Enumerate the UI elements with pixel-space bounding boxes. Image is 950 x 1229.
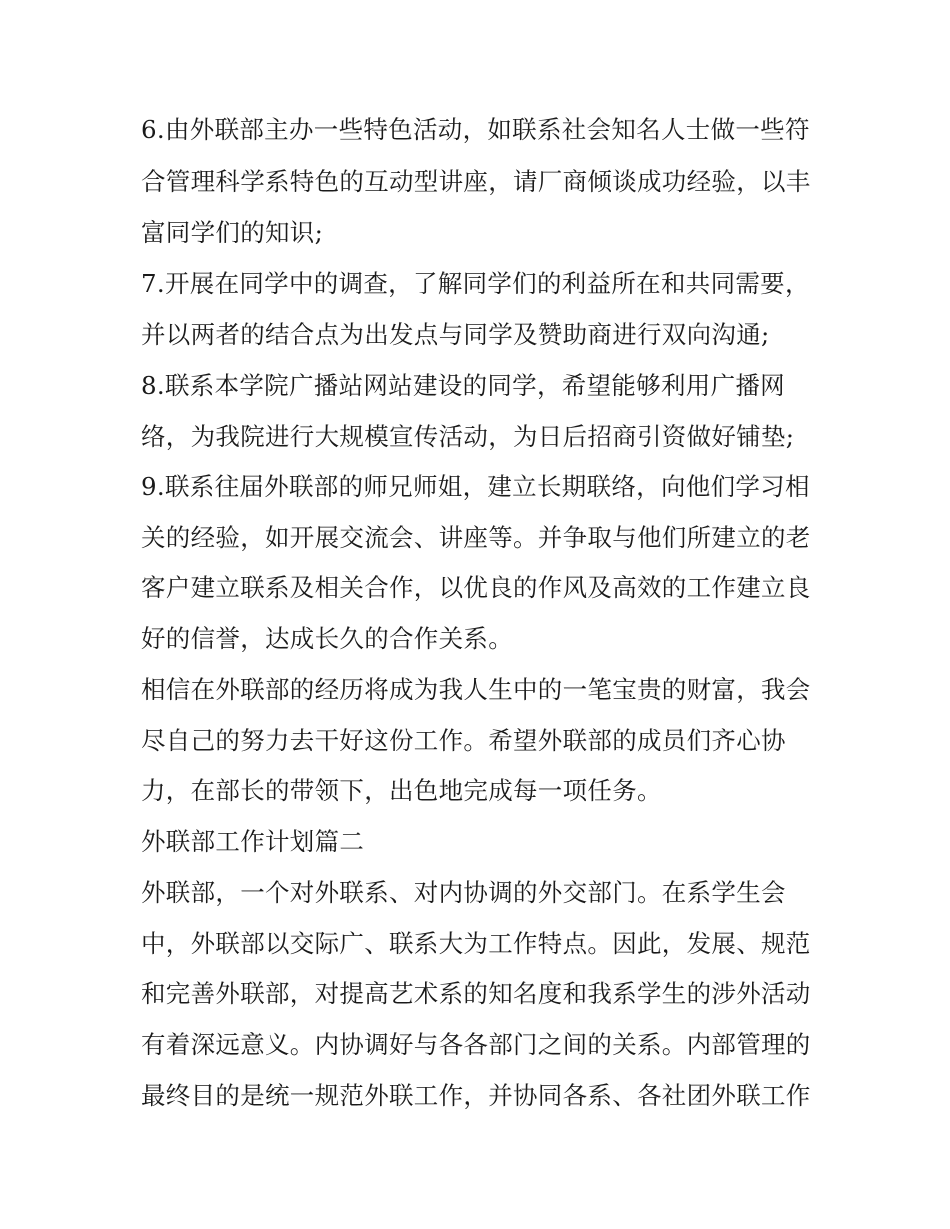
text-line: 富同学们的知识; xyxy=(141,218,324,247)
text-line: 尽自己的努力去干好这份工作。希望外联部的成员们齐心协 xyxy=(141,726,786,755)
text-line: 8.联系本学院广播站网站建设的同学，希望能够利用广播网 xyxy=(141,371,785,400)
section-heading: 外联部工作计划篇二 xyxy=(141,827,365,856)
text-line: 并以两者的结合点为出发点与同学及赞助商进行双向沟通; xyxy=(141,320,770,349)
text-line: 外联部，一个对外联系、对内协调的外交部门。在系学生会 xyxy=(141,878,786,907)
text-line: 最终目的是统一规范外联工作，并协同各系、各社团外联工作 xyxy=(141,1081,811,1110)
text-line: 关的经验，如开展交流会、讲座等。并争取与他们所建立的老 xyxy=(141,523,811,552)
text-line: 力，在部长的带领下，出色地完成每一项任务。 xyxy=(141,776,662,805)
text-line: 7.开展在同学中的调查，了解同学们的利益所在和共同需要， xyxy=(141,269,810,298)
text-line: 合管理科学系特色的互动型讲座，请厂商倾谈成功经验，以丰 xyxy=(141,167,811,196)
text-line: 6.由外联部主办一些特色活动，如联系社会知名人士做一些符 xyxy=(141,115,810,144)
text-line: 相信在外联部的经历将成为我人生中的一笔宝贵的财富，我会 xyxy=(141,675,811,704)
text-line: 好的信誉，达成长久的合作关系。 xyxy=(141,624,513,653)
text-line: 客户建立联系及相关合作，以优良的作风及高效的工作建立良 xyxy=(141,573,811,602)
text-line: 中，外联部以交际广、联系大为工作特点。因此，发展、规范 xyxy=(141,929,811,958)
text-line: 络，为我院进行大规模宣传活动，为日后招商引资做好铺垫; xyxy=(141,422,795,451)
text-line: 和完善外联部，对提高艺术系的知名度和我系学生的涉外活动 xyxy=(141,979,811,1008)
text-line: 有着深远意义。内协调好与各各部门之间的关系。内部管理的 xyxy=(141,1030,811,1059)
text-line: 9.联系往届外联部的师兄师姐，建立长期联络，向他们学习相 xyxy=(141,472,810,501)
